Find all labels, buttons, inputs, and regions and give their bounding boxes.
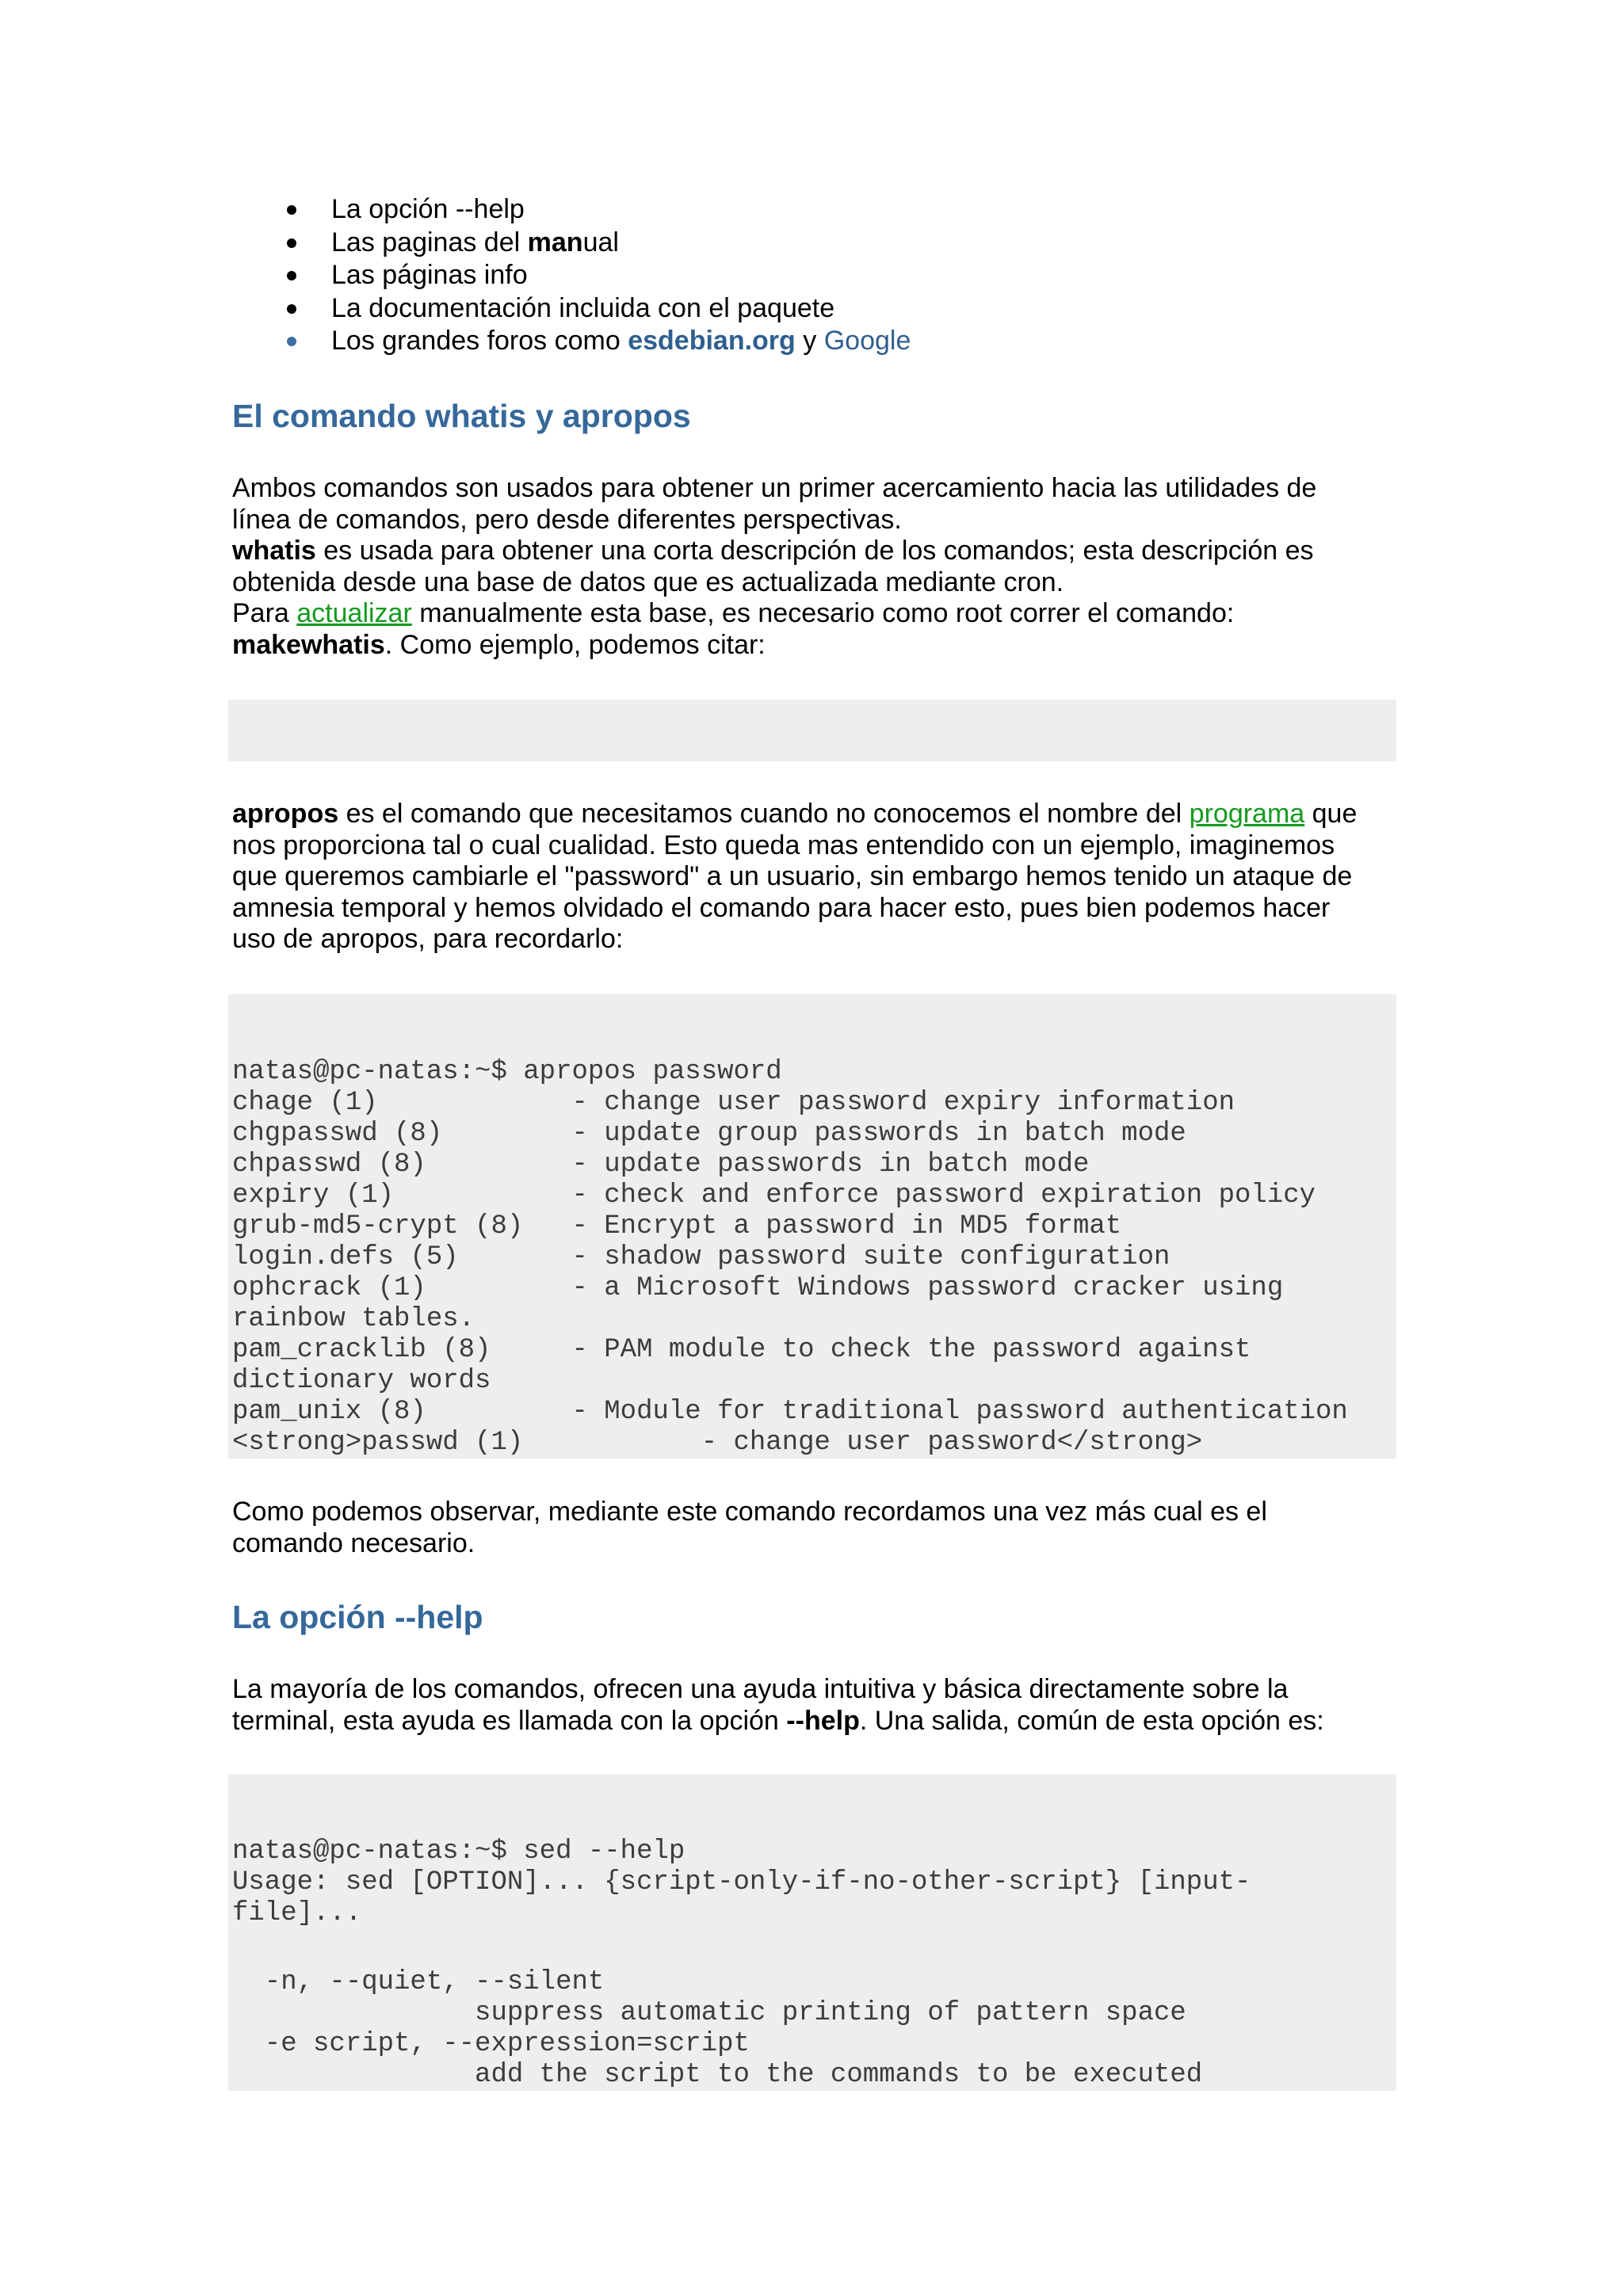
code-line: grub-md5-crypt (8) - Encrypt a password in MD5 format: [232, 1211, 1122, 1241]
code-block-apropos: [228, 994, 1396, 1459]
paragraph-help-intro: La mayoría de los comandos, ofrecen una ayuda intuitiva y básica directamente sobre la terminal, esta ayuda es llamada con la opción --help. Una salida, común de esta opción es:: [232, 1674, 1324, 1736]
list-item: Las páginas info: [281, 259, 911, 292]
code-line: chage (1) - change user password expiry information: [232, 1088, 1235, 1118]
code-line: Usage: sed [OPTION]... {script-only-if-no-other-script} [input-: [232, 1867, 1251, 1897]
list-item: La documentación incluida con el paquete: [281, 292, 911, 326]
code-block-sed-help: [228, 1774, 1396, 2091]
code-line: dictionary words: [232, 1366, 491, 1396]
list-item: Las paginas del manual: [281, 227, 911, 260]
section-heading-whatis-apropos: El comando whatis y apropos: [232, 398, 691, 434]
code-block-whatis: [228, 700, 1396, 761]
code-line: login.defs (5) - shadow password suite configuration: [232, 1242, 1170, 1272]
code-line: rainbow tables.: [232, 1304, 475, 1334]
code-line: ophcrack (1) - a Microsoft Windows password cracker using: [232, 1273, 1284, 1303]
paragraph-apropos-conclusion: Como podemos observar, mediante este comando recordamos una vez más cual es el comando necesario.: [232, 1497, 1267, 1558]
paragraph-apropos-intro: apropos es el comando que necesitamos cuando no conocemos el nombre del programa que nos proporciona tal o cual cualidad. Esto queda mas entendido con un ejemplo, imaginemos que queremos cambiarle el "password" a un usuario, sin embargo hemos tenido un ataque de amnesia temporal y hemos olvidado el comando para hacer esto, pues bien podemos hacer uso de apropos, para recordarlo:: [232, 799, 1358, 954]
bullet-icon: [287, 337, 296, 346]
code-line: natas@pc-natas:~$ sed --help: [232, 1836, 685, 1867]
google-link[interactable]: Google: [823, 326, 911, 356]
list-item: Los grandes foros como esdebian.org y Google: [281, 325, 911, 358]
code-line: pam_unix (8) - Module for traditional password authentication: [232, 1397, 1348, 1427]
actualizar-link[interactable]: actualizar: [296, 598, 412, 628]
code-line: add the script to the commands to be executed: [232, 2060, 1203, 2090]
resource-list: [281, 193, 911, 358]
section-heading-help-option: La opción --help: [232, 1599, 483, 1635]
code-line: -n, --quiet, --silent: [232, 1967, 605, 1997]
code-line: pam_cracklib (8) - PAM module to check the password against: [232, 1335, 1251, 1365]
list-item: La opción --help: [281, 193, 911, 227]
code-line: chgpasswd (8) - update group passwords in batch mode: [232, 1119, 1186, 1149]
code-line: -e script, --expression=script: [232, 2029, 750, 2059]
programa-link[interactable]: programa: [1189, 799, 1305, 829]
code-line: [232, 1929, 1396, 1967]
esdebian-link[interactable]: esdebian.org: [628, 326, 796, 356]
code-line: expiry (1) - check and enforce password expiration policy: [232, 1180, 1316, 1211]
bullet-icon: [287, 271, 296, 280]
bullet-icon: [287, 205, 296, 215]
paragraph-whatis-intro: Ambos comandos son usados para obtener un primer acercamiento hacia las utilidades de línea de comandos, pero desde diferentes perspectivas. whatis es usada para obtener una corta descripción de los comandos; esta descripción es obtenida desde una base de datos que es actualizada mediante cron. Para actualizar manualmente esta base, es necesario como root correr el comando: makewhatis. Como ejemplo, podemos citar:: [232, 473, 1317, 660]
code-line: suppress automatic printing of pattern space: [232, 1998, 1186, 2028]
bullet-icon: [287, 304, 296, 314]
bullet-icon: [287, 238, 296, 248]
code-line: natas@pc-natas:~$ apropos password: [232, 1057, 782, 1087]
code-line: chpasswd (8) - update passwords in batch mode: [232, 1150, 1090, 1180]
code-line: <strong>passwd (1) - change user password</strong>: [232, 1428, 1203, 1458]
code-line: file]...: [232, 1898, 362, 1928]
